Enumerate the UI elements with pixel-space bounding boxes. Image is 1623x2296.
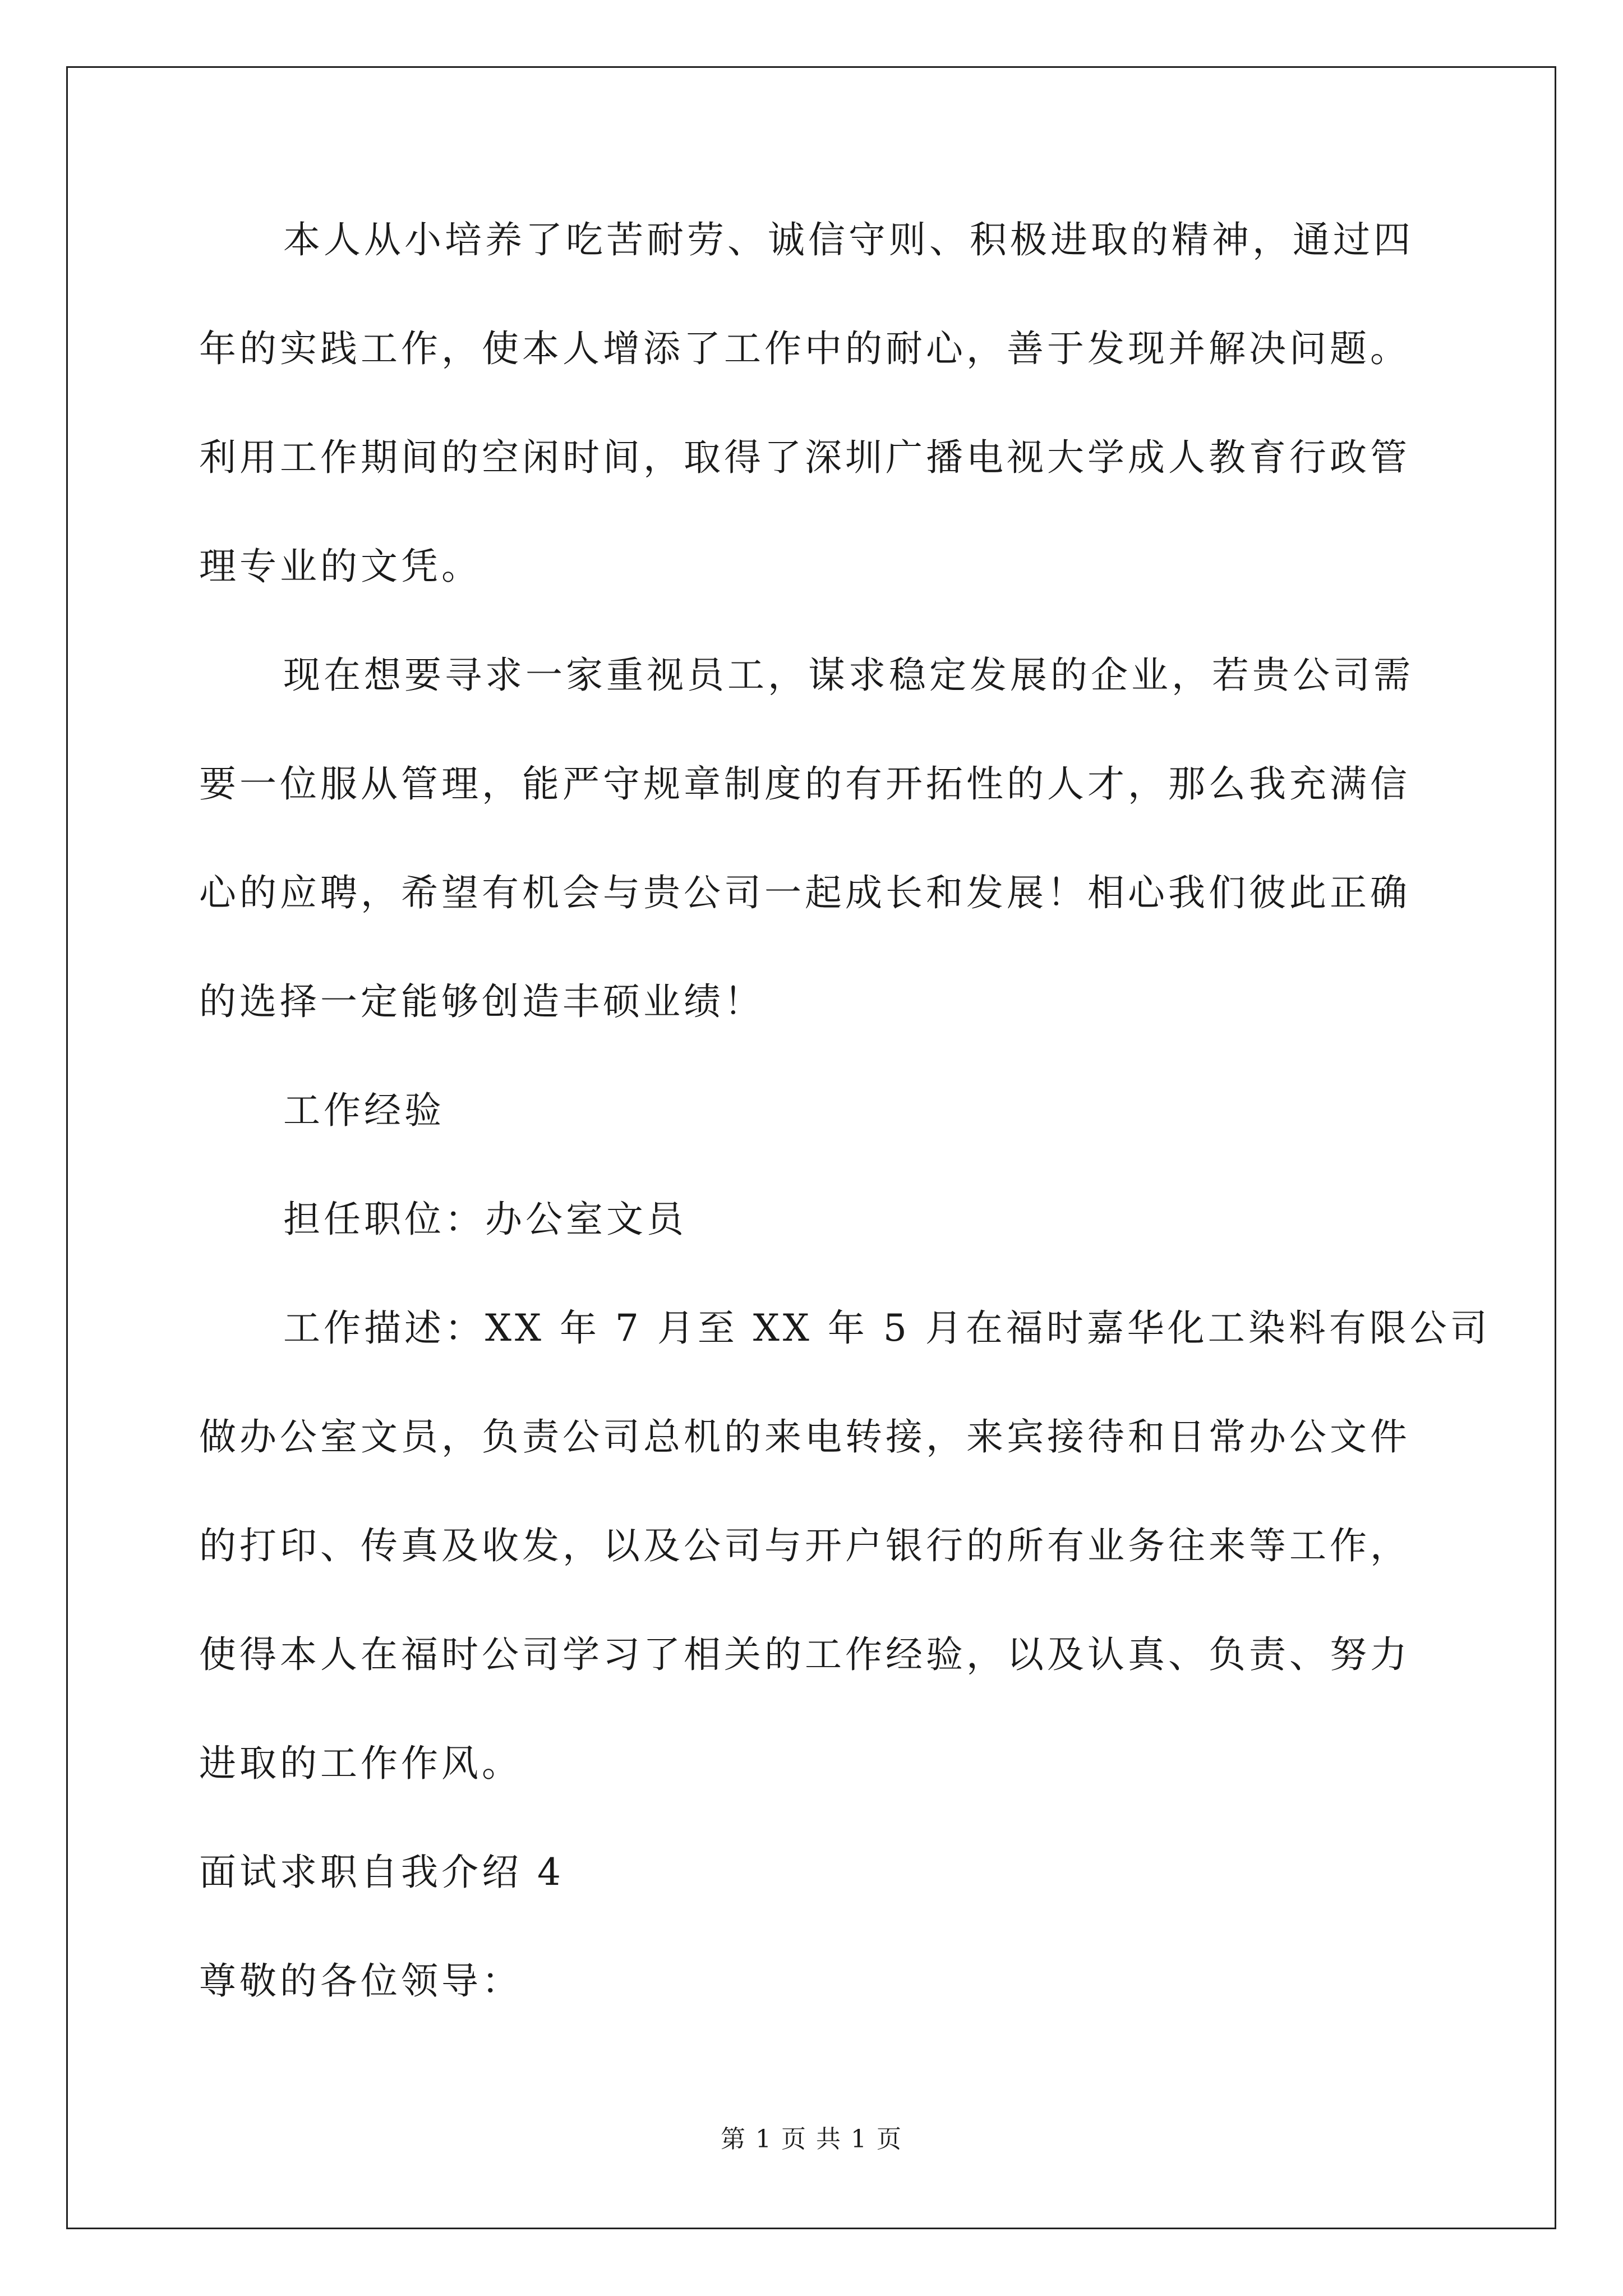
paragraph-3-line-1: 工作描述：XX 年 7 月至 XX 年 5 月在福时嘉华化工染料有限公司 [283,1306,1491,1350]
paragraph-3-line-2: 做办公室文员，负责公司总机的来电转接，来宾接待和日常办公文件 [199,1415,1410,1458]
paragraph-2-line-3: 心的应聘，希望有机会与贵公司一起成长和发展！相心我们彼此正确 [199,871,1410,914]
salutation: 尊敬的各位领导： [199,1959,522,2003]
section-heading-work-experience: 工作经验 [283,1089,445,1132]
section-title: 面试求职自我介绍 4 [199,1851,564,1894]
paragraph-1-line-3: 利用工作期间的空闲时间，取得了深圳广播电视大学成人教育行政管 [199,436,1410,479]
paragraph-2-line-2: 要一位服从管理，能严守规章制度的有开拓性的人才，那么我充满信 [199,762,1410,806]
paragraph-3-line-4: 使得本人在福时公司学习了相关的工作经验，以及认真、负责、努力 [199,1633,1410,1676]
page-footer: 第 1 页 共 1 页 [721,2125,902,2154]
paragraph-1-line-2: 年的实践工作，使本人增添了工作中的耐心，善于发现并解决问题。 [199,327,1410,370]
paragraph-3-line-5: 进取的工作作风。 [199,1742,522,1785]
position-line: 担任职位：办公室文员 [283,1198,687,1241]
paragraph-3-line-3: 的打印、传真及收发，以及公司与开户银行的所有业务往来等工作， [199,1524,1410,1567]
paragraph-1-line-1: 本人从小培养了吃苦耐劳、诚信守则、积极进取的精神，通过四 [283,218,1414,261]
page-border [66,66,1556,2229]
paragraph-1-line-4: 理专业的文凭。 [199,545,482,588]
paragraph-2-line-4: 的选择一定能够创造丰硕业绩！ [199,980,764,1023]
paragraph-2-line-1: 现在想要寻求一家重视员工，谋求稳定发展的企业，若贵公司需 [283,654,1414,697]
